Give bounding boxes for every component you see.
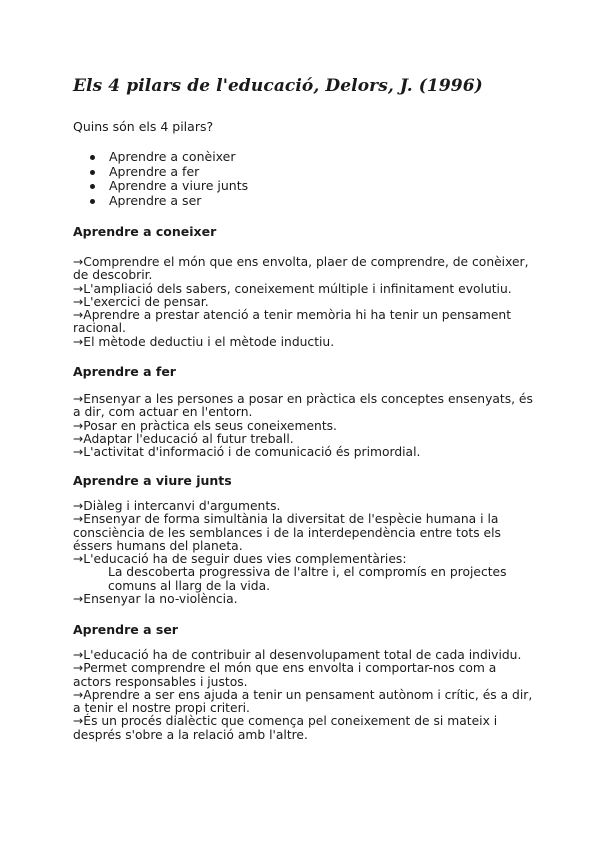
section-line: →Ensenyar a les persones a posar en pràctica els conceptes ensenyats, és a dir, com actuar en l'entorn. <box>73 392 533 420</box>
section-heading-viure-junts: Aprendre a viure junts <box>73 473 232 488</box>
section-line: →Adaptar l'educació al futur treball. <box>73 431 294 446</box>
section-heading-coneixer: Aprendre a coneixer <box>73 224 217 239</box>
section-line: →L'ampliació dels sabers, coneixement múltiple i infinitament evolutiu. <box>73 281 512 296</box>
pillar-item: Aprendre a conèixer <box>73 150 248 165</box>
section-line: →Comprendre el món que ens envolta, plaer de comprendre, de conèixer, de descobrir. <box>73 255 529 283</box>
section-line: →L'activitat d'informació i de comunicació és primordial. <box>73 445 421 460</box>
section-line: →Posar en pràctica els seus coneixements. <box>73 418 337 433</box>
section-body-viure-junts <box>73 500 533 606</box>
section-line: →És un procés dialèctic que comença pel coneixement de si mateix i després s'obre a la relació amb l'altre. <box>73 714 498 742</box>
section-heading-ser: Aprendre a ser <box>73 622 178 637</box>
section-line: →Aprendre a prestar atenció a tenir memòria hi ha tenir un pensament racional. <box>73 308 512 336</box>
pillars-list <box>73 150 248 208</box>
section-line: →Aprendre a ser ens ajuda a tenir un pensament autònom i crític, és a dir, a tenir el nostre propi criteri. <box>73 687 533 716</box>
section-line: →L'exercici de pensar. <box>73 294 209 309</box>
section-body-coneixer <box>73 256 533 349</box>
section-line: →Ensenyar de forma simultània la diversitat de l'espècie humana i la consciència de les semblances i de la interdependència entre tots els éssers humans del planeta. <box>73 512 501 553</box>
section-line: →Permet comprendre el món que ens envolta i comportar-nos com a actors responsables i justos. <box>73 661 497 689</box>
section-body-fer <box>73 393 533 459</box>
section-line: →Ensenyar la no-violència. <box>73 592 238 607</box>
intro-question: Quins són els 4 pilars? <box>73 119 214 134</box>
section-heading-fer: Aprendre a fer <box>73 364 176 379</box>
section-line: →El mètode deductiu i el mètode inductiu. <box>73 334 335 349</box>
section-body-ser <box>73 649 533 742</box>
pillar-item: Aprendre a viure junts <box>73 179 248 194</box>
section-indented-line: La descoberta progressiva de l'altre i, el compromís en projectes comuns al llarg de la vida. <box>108 565 507 593</box>
document-title: Els 4 pilars de l'educació, Delors, J. (1996) <box>73 76 483 96</box>
section-line: →L'educació ha de contribuir al desenvolupament total de cada individu. <box>73 648 522 662</box>
section-line: →L'educació ha de seguir dues vies complementàries: <box>73 552 407 567</box>
pillar-item: Aprendre a fer <box>73 165 248 180</box>
pillar-item: Aprendre a ser <box>73 194 248 209</box>
section-line: →Diàleg i intercanvi d'arguments. <box>73 499 281 513</box>
